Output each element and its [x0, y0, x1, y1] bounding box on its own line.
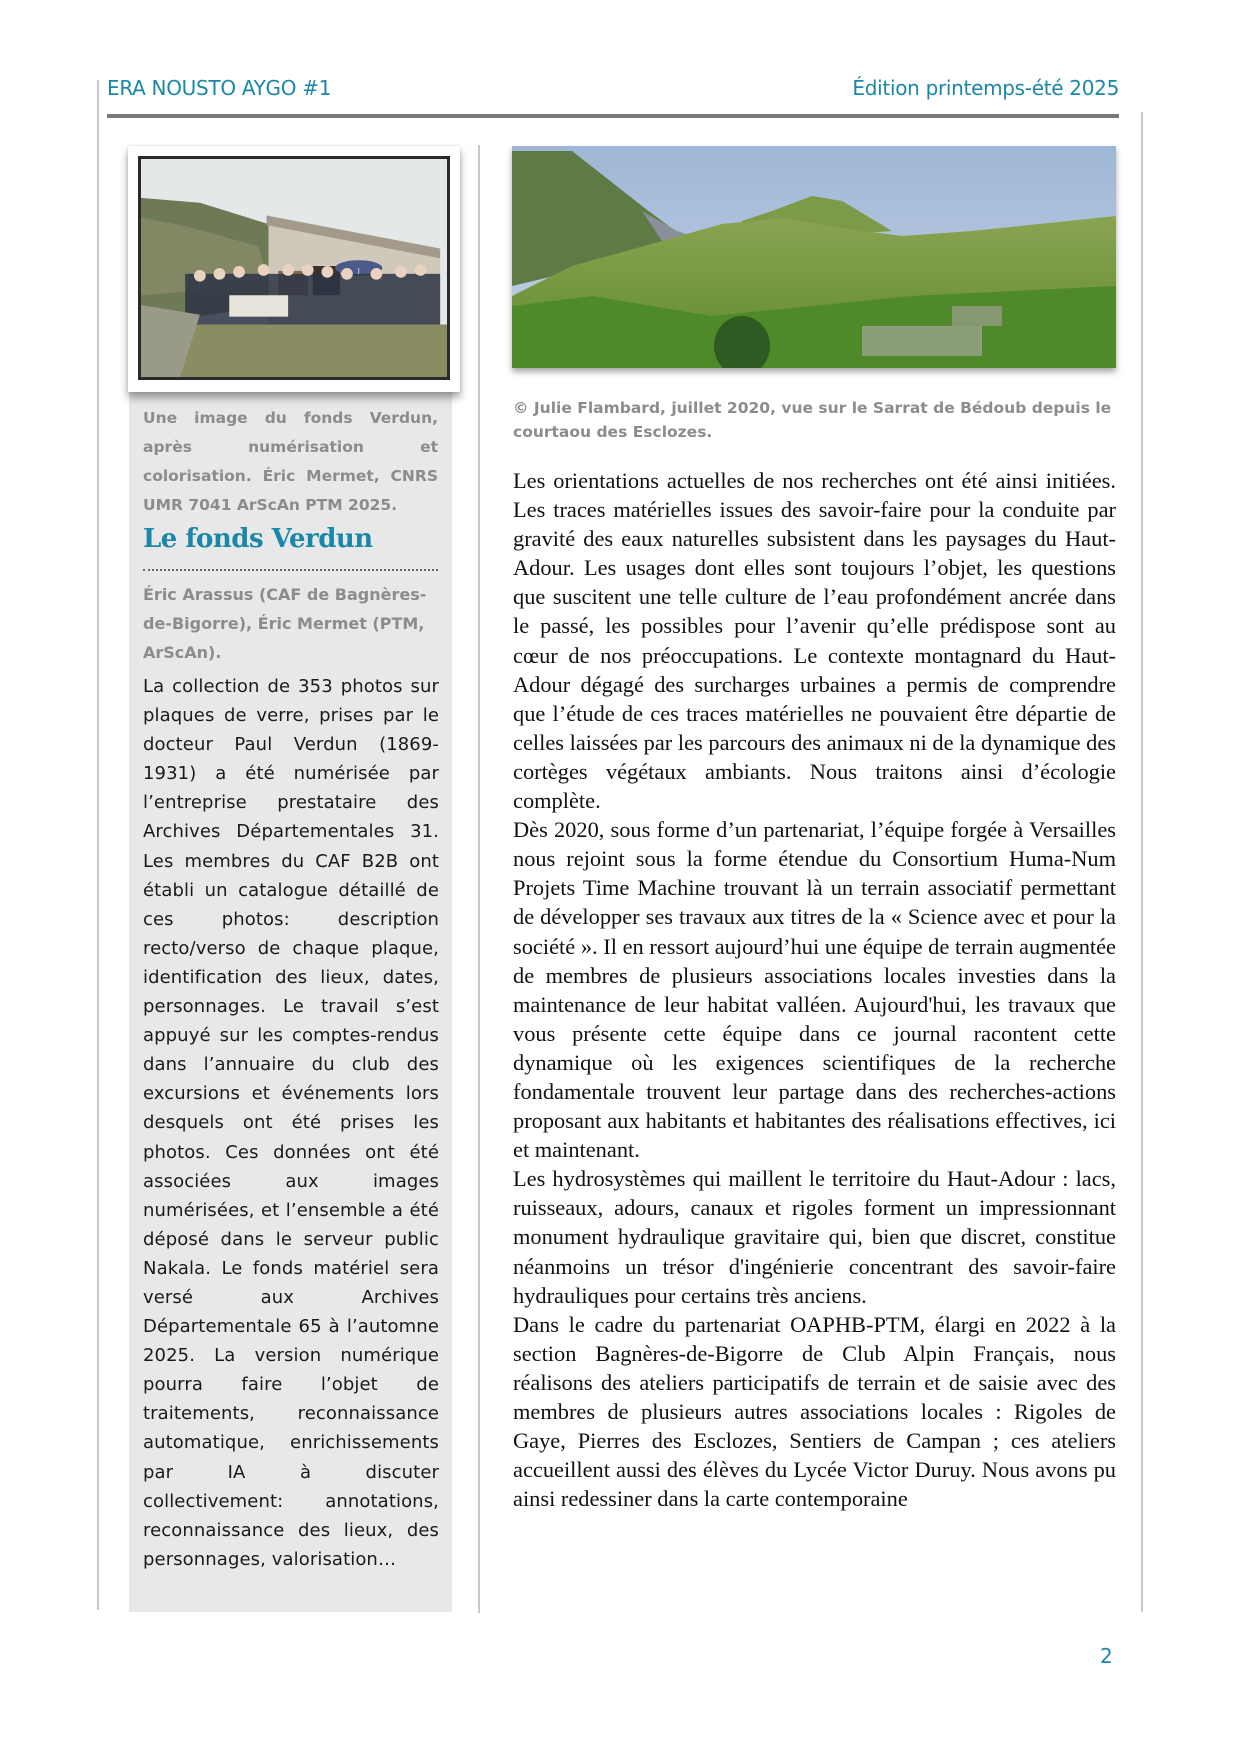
landscape-photo	[512, 146, 1116, 368]
publication-title: ERA NOUSTO AYGO #1	[107, 76, 332, 100]
verdun-photo	[138, 156, 450, 380]
header-rule	[107, 114, 1119, 118]
verdun-photo-caption: Une image du fonds Verdun, après numérisation et colorisation. Éric Mermet, CNRS UMR 7041 ArScAn PTM 2025.	[143, 409, 438, 514]
column-divider	[478, 145, 480, 1613]
article-paragraph: Dès 2020, sous forme d’un partenariat, l’équipe forgée à Versailles nous rejoint sous la forme étendue du Consortium Huma-Num Projets Time Machine trouvant là un terrain associatif permettant de développer ses travaux aux titres de la « Science avec et pour la société ». Il en ressort aujourd’hui une équipe de terrain augmentée de membres de plusieurs associations locales investies dans la maintenance de leur habitat valléen. Aujourd'hui, les travaux que vous présente cette équipe dans ce journal racontent cette dynamique où les exigences scientifiques de la recherche fondamentale trouvent leur partage dans des recherches-actions proposant aux habitants et habitantes des réalisations effectives, ici et maintenant.	[513, 817, 1116, 1163]
sidebar-authors: Éric Arassus (CAF de Bagnères-de-Bigorre), Éric Mermet (PTM, ArScAn).	[143, 585, 427, 662]
page-number: 2	[1100, 1644, 1113, 1668]
landscape-photo-image	[512, 146, 1116, 368]
verdun-photo-image	[141, 159, 447, 377]
article-paragraph: Dans le cadre du partenariat OAPHB-PTM, élargi en 2022 à la section Bagnères-de-Bigorre de Club Alpin Français, nous réalisons des ateliers participatifs de terrain et de saisie avec des membres de plusieurs autres associations locales : Rigoles de Gaye, Pierres des Esclozes, Sentiers de Campan ; ces ateliers accueillent aussi des élèves du Lycée Victor Duruy. Nous avons pu ainsi redessiner dans la carte contemporaine	[513, 1311, 1116, 1512]
page-frame-left-border	[97, 80, 99, 1610]
sidebar-title: Le fonds Verdun	[143, 524, 373, 554]
page-frame-right-border	[1141, 112, 1143, 1612]
dotted-divider	[143, 569, 438, 571]
article-body	[513, 466, 1116, 1513]
landscape-photo-caption: © Julie Flambard, juillet 2020, vue sur le Sarrat de Bédoub depuis le courtaou des Esclozes.	[513, 399, 1112, 441]
article-paragraph: Les orientations actuelles de nos recherches ont été ainsi initiées. Les traces matérielles issues des savoir-faire pour la conduite par gravité des eaux naturelles subsistent dans les paysages du Haut-Adour. Les usages dont elles sont toujours l’objet, les questions que suscitent une telle culture de l’eau profondément ancrée dans le passé, les possibles pour l’avenir qu’elle prédispose sont au cœur de nos préoccupations. Le contexte montagnard du Haut-Adour dégagé des surcharges urbaines a permis de comprendre que l’étude de ces traces matérielles ne pouvaient être départie de celles laissées par les parcours des animaux ni de la dynamique des cortèges végétaux ambiants. Nous traitons ainsi d’écologie complète.	[513, 468, 1116, 814]
header-bar	[107, 76, 1119, 106]
article-paragraph: Les hydrosystèmes qui maillent le territoire du Haut-Adour : lacs, ruisseaux, adours, canaux et rigoles forment un impressionnant monument hydraulique gravitaire qui, bien que discret, constitue néanmoins un trésor d'ingénierie concentrant des savoir-faire hydrauliques pour certains très anciens.	[513, 1166, 1116, 1308]
edition-label: Édition printemps-été 2025	[852, 76, 1119, 100]
verdun-photo-frame	[128, 146, 460, 392]
sidebar-body-text: La collection de 353 photos sur plaques de verre, prises par le docteur Paul Verdun (1869-1931) a été numérisée par l’entreprise prestataire des Archives Départementales 31. Les membres du CAF B2B ont établi un catalogue détaillé de ces photos: description recto/verso de chaque plaque, identification des lieux, dates, personnages. Le travail s’est appuyé sur les comptes-rendus dans l’annuaire du club des excursions et événements lors desquels ont été prises les photos. Ces données ont été associées aux images numérisées, et l’ensemble a été déposé dans le serveur public Nakala. Le fonds matériel sera versé aux Archives Départementale 65 à l’automne 2025. La version numérique pourra faire l’objet de traitements, reconnaissance automatique, enrichissements par IA à discuter collectivement: annotations, reconnaissance des lieux, des personnages, valorisation…	[143, 676, 439, 1570]
